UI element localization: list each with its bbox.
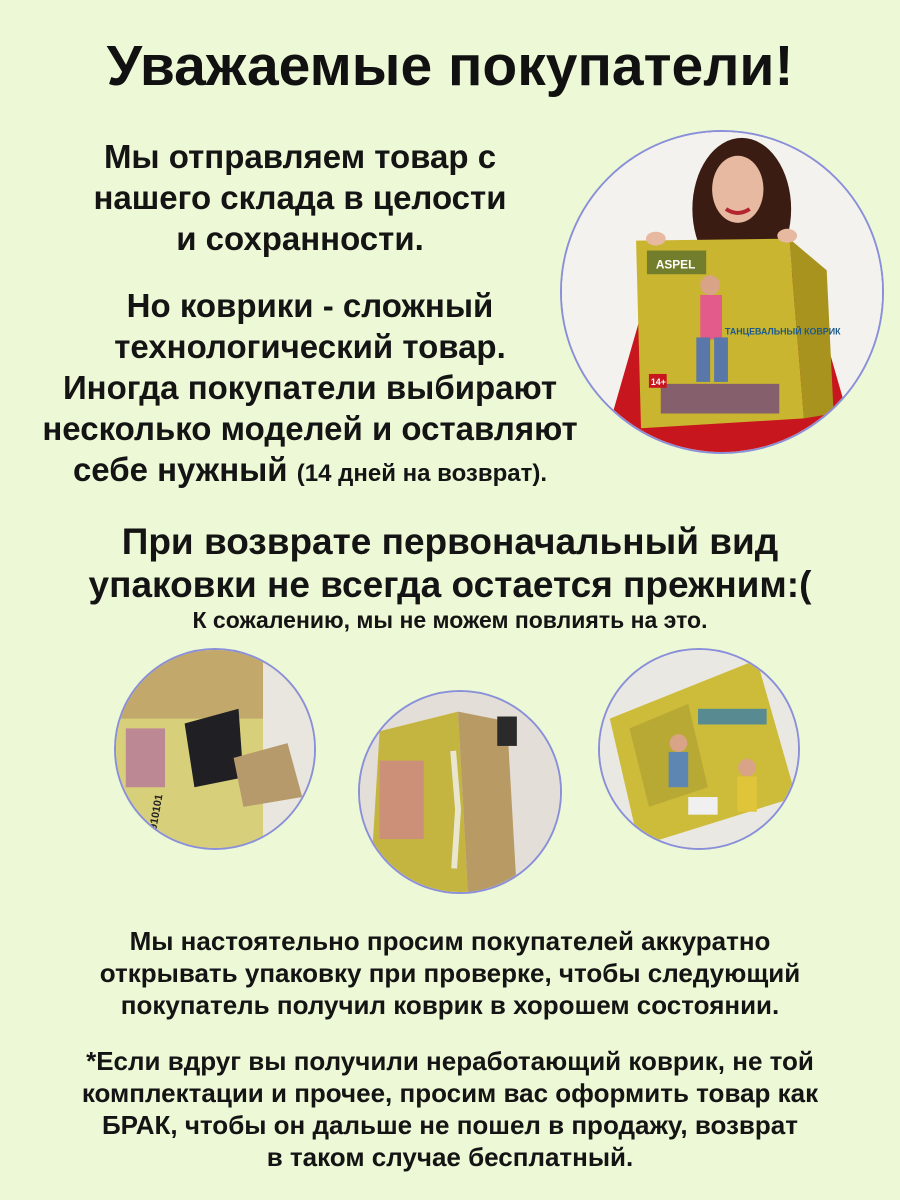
return-period-note: (14 дней на возврат). [296, 460, 548, 487]
defect-line: БРАК, чтобы он дальше не пошел в продажу, возврат [101, 1110, 798, 1140]
damaged-box-photo-1 [114, 648, 316, 850]
damaged-box-drawing-3 [600, 650, 798, 848]
damaged-box-photo-3 [598, 648, 800, 850]
intro-line [0, 449, 620, 494]
plea-line: открывать упаковку при проверке, чтобы следующий [99, 958, 801, 988]
defect-line: *Если вдруг вы получили неработающий коврик, не той [86, 1046, 814, 1076]
warning-line: При возврате первоначальный вид [121, 521, 779, 562]
intro-line: нашего склада в целости [93, 179, 507, 216]
damaged-box-drawing-2 [360, 692, 560, 892]
intro-text: себе нужный [72, 451, 288, 488]
intro-block-2 [0, 285, 620, 494]
box-brand: ASPEL [655, 257, 696, 272]
defect-line: в таком случае бесплатный. [266, 1142, 634, 1172]
intro-line: технологический товар. [114, 328, 506, 365]
careful-opening-request [40, 925, 860, 1021]
warning-note: К сожалению, мы не можем повлиять на это. [192, 607, 708, 633]
box-title: ТАНЦЕВАЛЬНЫЙ КОВРИК [724, 326, 841, 337]
intro-line: Иногда покупатели выбирают [62, 369, 558, 406]
box-age: 14+ [650, 376, 666, 387]
damaged-box-photo-2 [358, 690, 562, 894]
damage-label: 1910101 [146, 793, 166, 837]
intro-line: несколько моделей и оставляют [42, 410, 578, 447]
warning-line: упаковки не всегда остается прежним:( [88, 564, 812, 605]
defect-line: комплектации и прочее, просим вас оформить товар как [81, 1078, 819, 1108]
plea-line: покупатель получил коврик в хорошем состоянии. [120, 990, 780, 1020]
hero-photo-drawing [562, 132, 882, 452]
page-title: Уважаемые покупатели! [106, 34, 794, 98]
hero-photo [560, 130, 884, 454]
warning-heading [40, 520, 860, 606]
plea-line: Мы настоятельно просим покупателей аккуратно [129, 926, 771, 956]
intro-line: и сохранности. [176, 220, 424, 257]
damaged-box-drawing-1 [116, 650, 314, 848]
intro-line: Мы отправляем товар с [103, 138, 497, 175]
intro-block-1 [20, 136, 580, 259]
intro-line: Но коврики - сложный [126, 287, 494, 324]
defect-instructions [40, 1045, 860, 1173]
